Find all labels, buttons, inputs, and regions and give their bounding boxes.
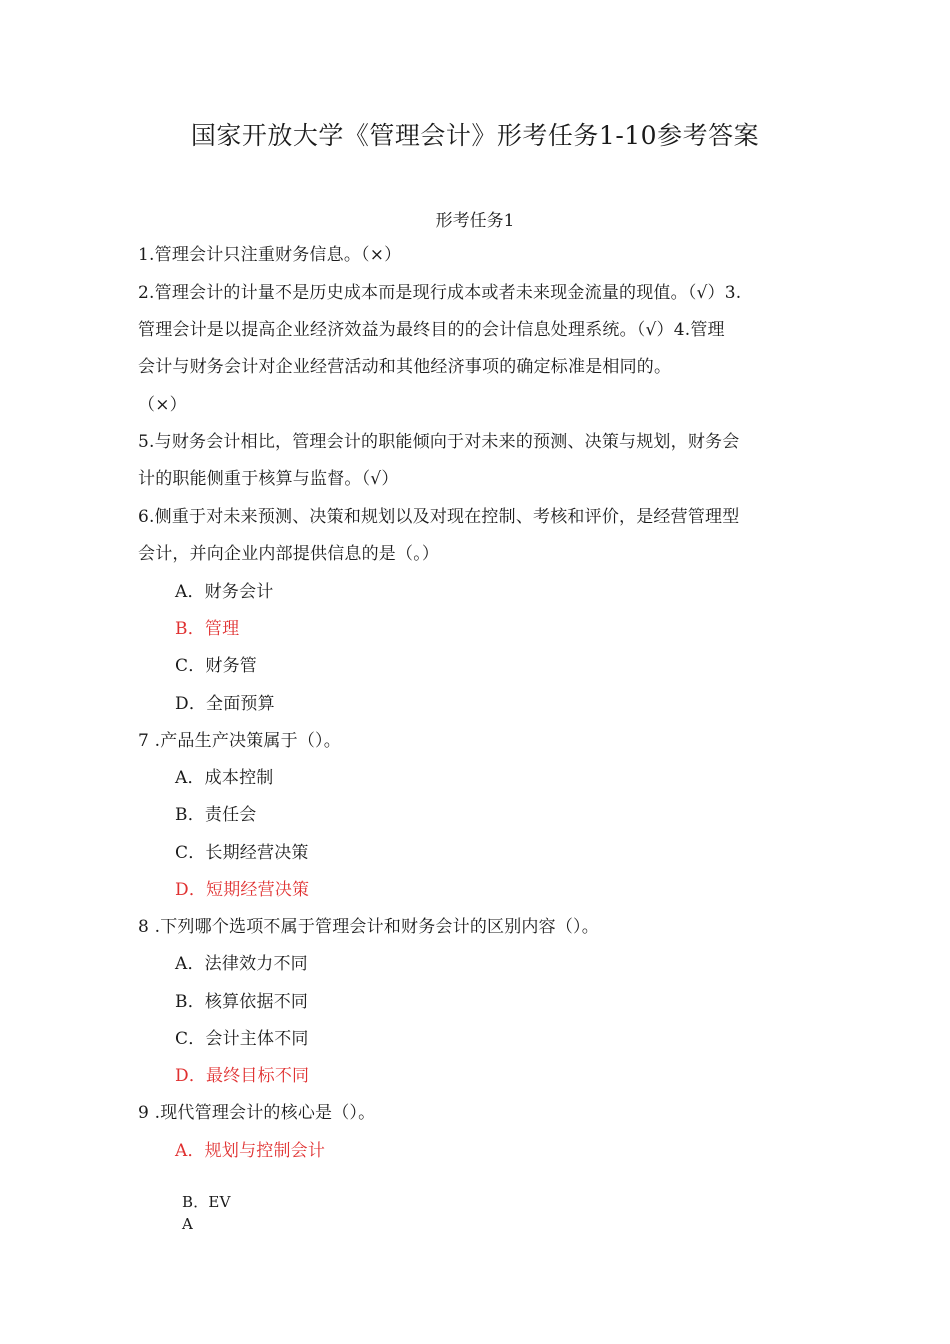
question-6-cont: 会计，并向企业内部提供信息的是（。） [138,544,440,564]
section-heading: 形考任务1 [435,211,515,231]
question-7: 7 .产品生产决策属于（）。 [138,731,341,751]
q6-option-d: D．全面预算 [175,694,275,714]
q6-option-a: A．财务会计 [175,582,274,602]
question-5: 5.与财务会计相比，管理会计的职能倾向于对未来的预测、决策与规划，财务会 [138,432,740,452]
q7-option-d-answer: D．短期经营决策 [175,880,310,900]
q8-option-d-answer: D．最终目标不同 [175,1066,310,1086]
q8-option-a: A．法律效力不同 [175,954,308,974]
document-title: 国家开放大学《管理会计》形考任务1-10参考答案 [190,121,760,150]
q6-option-b-answer: B．管理 [175,619,240,639]
q7-option-a: A．成本控制 [175,768,274,788]
question-4-answer: （×） [138,395,187,415]
question-8: 8 .下列哪个选项不属于管理会计和财务会计的区别内容（）。 [138,917,599,937]
q8-option-b: B．核算依据不同 [175,992,309,1012]
trailing-fragment: A [182,1215,194,1233]
question-4: 会计与财务会计对企业经营活动和其他经济事项的确定标准是相同的。 [138,357,672,377]
question-9: 9 .现代管理会计的核心是（）。 [138,1103,376,1123]
question-2: 2.管理会计的计量不是历史成本而是现行成本或者未来现金流量的现值。（√）3. [138,283,742,303]
question-6: 6.侧重于对未来预测、决策和规划以及对现在控制、考核和评价，是经营管理型 [138,507,740,527]
question-3: 管理会计是以提高企业经济效益为最终目的的会计信息处理系统。（√）4.管理 [138,320,725,340]
q7-option-c: C．长期经营决策 [175,843,309,863]
question-5-cont: 计的职能侧重于核算与监督。（√） [138,469,399,489]
q9-option-b-fragment: B．EV [182,1193,231,1211]
q6-option-c: C．财务管 [175,656,258,676]
q9-option-a-answer: A．规划与控制会计 [175,1141,326,1161]
q8-option-c: C．会计主体不同 [175,1029,309,1049]
question-1: 1.管理会计只注重财务信息。（×） [138,245,402,265]
q7-option-b: B．责任会 [175,805,257,825]
